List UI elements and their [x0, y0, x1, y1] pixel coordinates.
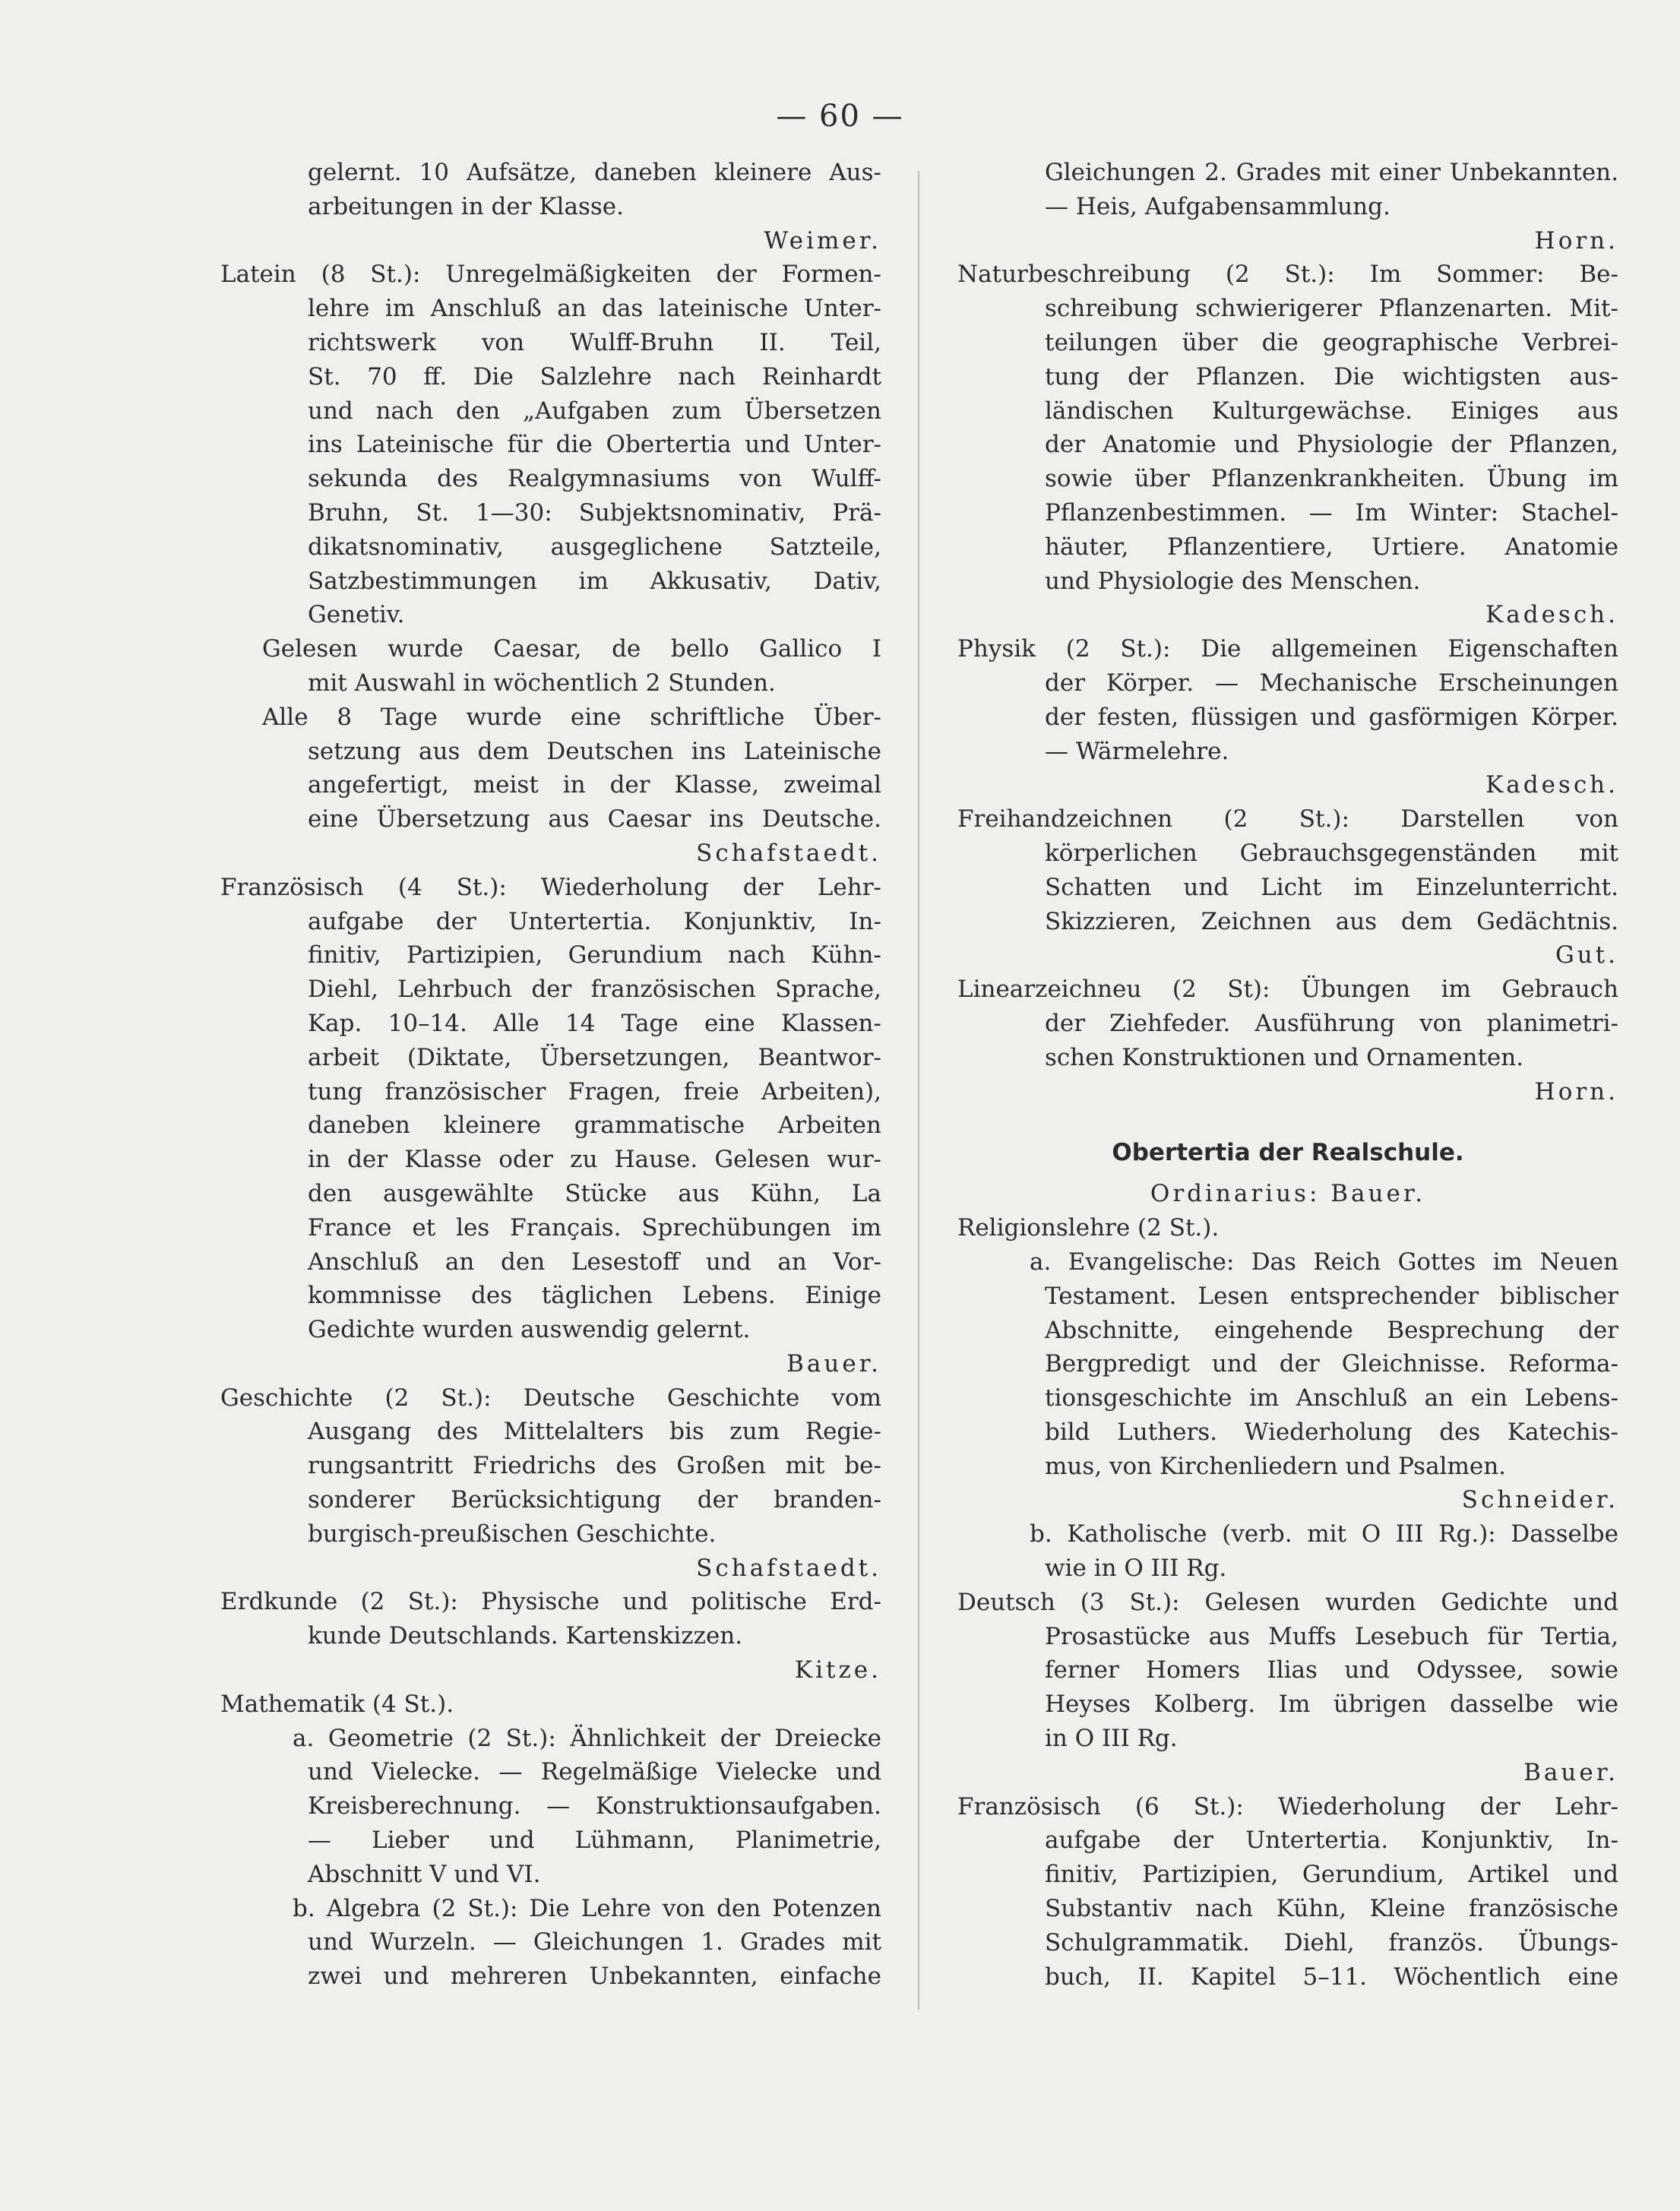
- text-line: Testament. Lesen entsprechender biblischer: [1045, 1282, 1618, 1310]
- ordinarius-line: Ordinarius: Bauer.: [1150, 1180, 1426, 1208]
- text-line: häuter, Pflanzentiere, Urtiere. Anatomie: [1045, 533, 1618, 561]
- text-line: Genetiv.: [308, 601, 405, 629]
- subsection-line: a. Evangelische: Das Reich Gottes im Neuen: [1030, 1248, 1618, 1276]
- text-line: richtswerk von Wulff-Bruhn II. Teil,: [308, 328, 881, 356]
- text-line: arbeit (Diktate, Übersetzungen, Beantwor-: [308, 1043, 881, 1071]
- text-line: der festen, flüssigen und gasförmigen Körper.: [1045, 703, 1618, 731]
- text-line: der Anatomie und Physiologie der Pflanzen,: [1045, 431, 1618, 459]
- section-heading: Obertertia der Realschule.: [1112, 1139, 1464, 1167]
- text-line: in der Klasse oder zu Hause. Gelesen wur-: [308, 1146, 881, 1174]
- text-line: aufgabe der Untertertia. Konjunktiv, In-: [1045, 1827, 1618, 1855]
- text-line: angefertigt, meist in der Klasse, zweimal: [308, 771, 881, 799]
- text-line: kommnisse des täglichen Lebens. Einige: [308, 1282, 881, 1310]
- text-line: und Physiologie des Menschen.: [1045, 567, 1421, 595]
- subject-line: Freihandzeichnen (2 St.): Darstellen von: [957, 805, 1618, 833]
- text-line: Kreisberechnung. — Konstruktionsaufgaben.: [308, 1792, 881, 1820]
- text-line: burgisch-preußischen Geschichte.: [308, 1520, 717, 1548]
- text-line: in O III Rg.: [1045, 1725, 1178, 1753]
- subject-line: Physik (2 St.): Die allgemeinen Eigenschaften: [957, 635, 1618, 663]
- text-line: zwei und mehreren Unbekannten, einfache: [308, 1963, 881, 1991]
- text-line: Anschluß an den Lesestoff und an Vor-: [308, 1248, 881, 1276]
- text-line: teilungen über die geographische Verbrei-: [1045, 328, 1618, 356]
- text-line: Diehl, Lehrbuch der französischen Sprache,: [308, 976, 881, 1004]
- teacher-signature: Kadesch.: [1485, 771, 1618, 799]
- text-line: ins Lateinische für die Obertertia und Unter-: [308, 431, 881, 459]
- text-line: ländischen Kulturgewächse. Einiges aus: [1045, 397, 1618, 425]
- text-line: daneben kleinere grammatische Arbeiten: [308, 1112, 881, 1140]
- text-line: aufgabe der Untertertia. Konjunktiv, In-: [308, 907, 881, 935]
- teacher-signature: Gut.: [1555, 941, 1618, 969]
- text-line: — Wärmelehre.: [1045, 737, 1229, 765]
- teacher-signature: Schafstaedt.: [696, 839, 881, 867]
- text-line: Gelesen wurde Caesar, de bello Gallico I: [262, 635, 881, 663]
- text-line: kunde Deutschlands. Kartenskizzen.: [308, 1622, 743, 1650]
- subject-line: Geschichte (2 St.): Deutsche Geschichte vom: [220, 1384, 881, 1412]
- teacher-signature: Horn.: [1534, 226, 1618, 255]
- text-line: Schatten und Licht im Einzelunterricht.: [1045, 873, 1618, 901]
- text-line: Bergpredigt und der Gleichnisse. Reforma-: [1045, 1350, 1618, 1378]
- teacher-signature: Kitze.: [794, 1656, 881, 1684]
- text-line: tionsgeschichte im Anschluß an ein Lebens-: [1045, 1384, 1618, 1412]
- subject-line: Deutsch (3 St.): Gelesen wurden Gedichte und: [957, 1588, 1618, 1616]
- teacher-signature: Weimer.: [764, 226, 881, 255]
- text-line: Pflanzenbestimmen. — Im Winter: Stachel-: [1045, 498, 1618, 527]
- text-line: und Vielecke. — Regelmäßige Vielecke und: [308, 1758, 881, 1786]
- teacher-signature: Schneider.: [1461, 1486, 1618, 1514]
- text-line: tung französischer Fragen, freie Arbeiten),: [308, 1077, 881, 1106]
- text-line: lehre im Anschluß an das lateinische Unter-: [308, 295, 881, 323]
- text-line: der Körper. — Mechanische Erscheinungen: [1045, 669, 1618, 697]
- text-line: setzung aus dem Deutschen ins Lateinische: [308, 737, 881, 765]
- text-line: den ausgewählte Stücke aus Kühn, La: [308, 1179, 881, 1207]
- subsection-line: a. Geometrie (2 St.): Ähnlichkeit der Dreiecke: [293, 1724, 881, 1752]
- text-line: körperlichen Gebrauchsgegenständen mit: [1045, 839, 1618, 867]
- text-line: dikatsnominativ, ausgeglichene Satzteile,: [308, 533, 881, 561]
- text-line: Satzbestimmungen im Akkusativ, Dativ,: [308, 567, 881, 595]
- subsection-line: b. Katholische (verb. mit O III Rg.): Dasselbe: [1030, 1520, 1618, 1548]
- teacher-signature: Kadesch.: [1485, 601, 1618, 629]
- text-line: Ausgang des Mittelalters bis zum Regie-: [308, 1418, 881, 1446]
- text-line: mit Auswahl in wöchentlich 2 Stunden.: [308, 669, 776, 697]
- text-line: Alle 8 Tage wurde eine schriftliche Über-: [262, 703, 881, 731]
- text-line: Kap. 10–14. Alle 14 Tage eine Klassen-: [308, 1009, 881, 1037]
- subsection-line: b. Algebra (2 St.): Die Lehre von den Potenzen: [293, 1894, 881, 1922]
- text-line: sowie über Pflanzenkrankheiten. Übung im: [1045, 465, 1618, 493]
- subject-line: Naturbeschreibung (2 St.): Im Sommer: Be-: [957, 261, 1618, 289]
- text-line: tung der Pflanzen. Die wichtigsten aus-: [1045, 362, 1618, 391]
- text-line: und Wurzeln. — Gleichungen 1. Grades mit: [308, 1928, 881, 1956]
- subject-line: Linearzeichneu (2 St): Übungen im Gebrauch: [957, 976, 1618, 1004]
- page-number: — 60 —: [776, 99, 904, 134]
- subject-line: Französisch (6 St.): Wiederholung der Lehr-: [957, 1792, 1618, 1820]
- teacher-signature: Bauer.: [786, 1349, 881, 1378]
- right-column: [957, 156, 1618, 1994]
- text-line: der Ziehfeder. Ausführung von planimetri-: [1045, 1009, 1618, 1037]
- text-line: sonderer Berücksichtigung der branden-: [308, 1486, 881, 1514]
- text-line: Skizzieren, Zeichnen aus dem Gedächtnis.: [1045, 907, 1618, 935]
- text-line: Gedichte wurden auswendig gelernt.: [308, 1316, 751, 1344]
- text-line: Abschnitt V und VI.: [308, 1860, 541, 1888]
- subject-line: Mathematik (4 St.).: [220, 1690, 454, 1718]
- text-line: Schulgrammatik. Diehl, französ. Übungs-: [1045, 1928, 1618, 1956]
- text-line: wie in O III Rg.: [1045, 1555, 1227, 1583]
- subject-line: Religionslehre (2 St.).: [957, 1214, 1220, 1242]
- text-line: Bruhn, St. 1—30: Subjektsnominativ, Prä-: [308, 498, 881, 527]
- left-column: [220, 156, 881, 1994]
- text-line: finitiv, Partizipien, Gerundium nach Kühn-: [308, 941, 881, 969]
- teacher-signature: Bauer.: [1523, 1758, 1618, 1786]
- text-line: mus, von Kirchenliedern und Psalmen.: [1045, 1452, 1507, 1480]
- text-line: Gleichungen 2. Grades mit einer Unbekannten.: [1045, 159, 1618, 186]
- text-line: Prosastücke aus Muffs Lesebuch für Tertia,: [1045, 1622, 1618, 1650]
- teacher-signature: Horn.: [1534, 1077, 1618, 1106]
- text-line: France et les Français. Sprechübungen im: [308, 1213, 881, 1242]
- text-line: rungsantritt Friedrichs des Großen mit be-: [308, 1452, 881, 1480]
- text-line: St. 70 ff. Die Salzlehre nach Reinhardt: [308, 362, 881, 391]
- teacher-signature: Schafstaedt.: [696, 1554, 881, 1582]
- text-line: schen Konstruktionen und Ornamenten.: [1045, 1043, 1524, 1071]
- text-line: — Heis, Aufgabensammlung.: [1045, 192, 1391, 220]
- text-line: bild Luthers. Wiederholung des Katechis-: [1045, 1418, 1618, 1446]
- text-line: buch, II. Kapitel 5–11. Wöchentlich eine: [1045, 1963, 1618, 1991]
- text-line: ferner Homers Ilias und Odyssee, sowie: [1045, 1656, 1618, 1684]
- text-line: — Lieber und Lühmann, Planimetrie,: [308, 1827, 881, 1855]
- text-line: gelernt. 10 Aufsätze, daneben kleinere Aus-: [308, 159, 881, 186]
- subject-line: Erdkunde (2 St.): Physische und politische Erd-: [220, 1588, 881, 1616]
- column-divider: [918, 171, 919, 2010]
- subject-line: Latein (8 St.): Unregelmäßigkeiten der Formen-: [220, 261, 881, 289]
- text-line: schreibung schwierigerer Pflanzenarten. Mit-: [1045, 295, 1618, 323]
- text-line: eine Übersetzung aus Caesar ins Deutsche.: [308, 805, 881, 833]
- text-line: sekunda des Realgymnasiums von Wulff-: [308, 465, 881, 493]
- text-line: und nach den „Aufgaben zum Übersetzen: [308, 397, 881, 425]
- text-line: arbeitungen in der Klasse.: [308, 192, 624, 220]
- text-line: finitiv, Partizipien, Gerundium, Artikel und: [1045, 1861, 1618, 1889]
- text-line: Abschnitte, eingehende Besprechung der: [1045, 1316, 1618, 1344]
- subject-line: Französisch (4 St.): Wiederholung der Lehr-: [220, 873, 881, 901]
- text-line: Heyses Kolberg. Im übrigen dasselbe wie: [1045, 1691, 1618, 1719]
- text-line: Substantiv nach Kühn, Kleine französische: [1045, 1895, 1618, 1923]
